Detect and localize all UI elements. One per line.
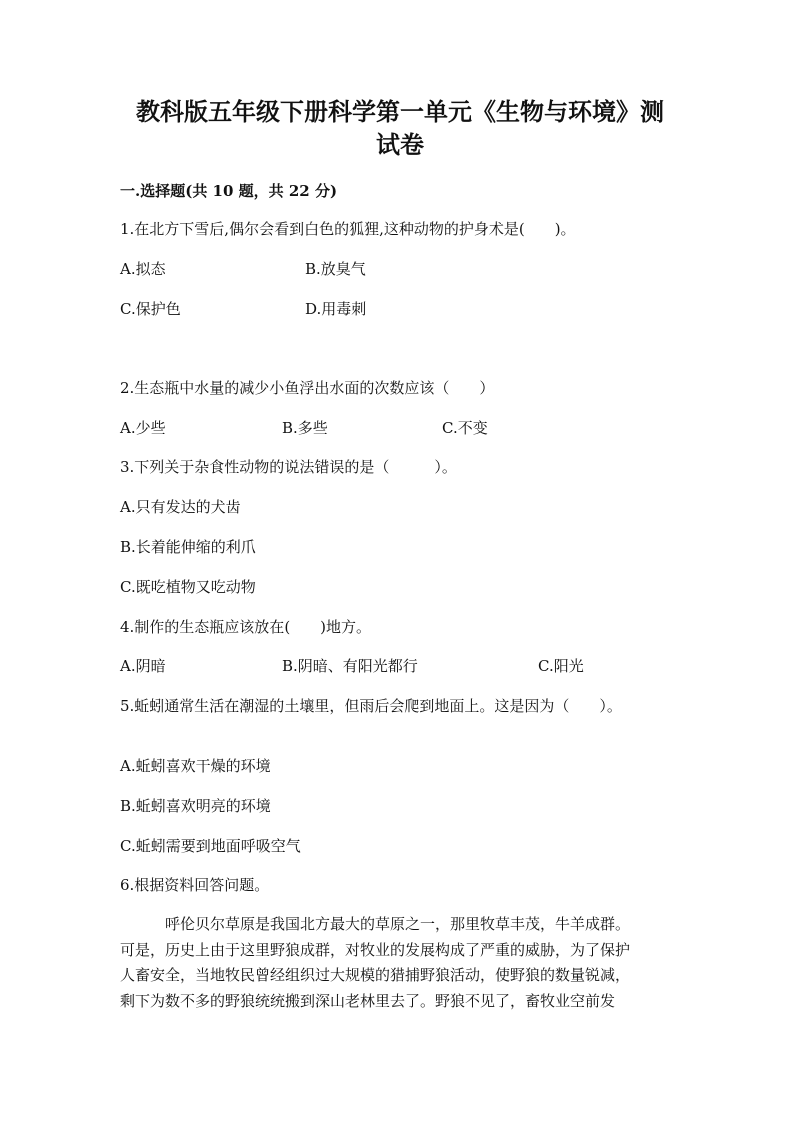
passage-line: 人畜安全，当地牧民曾经组织过大规模的猎捕野狼活动，使野狼的数量锐减， — [120, 966, 631, 984]
question-1-option-b: B.放臭气 — [305, 260, 366, 278]
question-2-option-c: C.不变 — [442, 419, 488, 437]
question-1-option-d: D.用毒刺 — [305, 300, 367, 318]
question-2-option-a: A.少些 — [120, 419, 166, 437]
question-3-stem: 3.下列关于杂食性动物的说法错误的是（ ）。 — [120, 458, 457, 476]
question-3-option-a: A.只有发达的犬齿 — [120, 498, 241, 516]
question-4-stem: 4.制作的生态瓶应该放在( )地方。 — [120, 618, 372, 636]
question-5-option-c: C.蚯蚓需要到地面呼吸空气 — [120, 837, 301, 855]
question-5-stem: 5.蚯蚓通常生活在潮湿的土壤里，但雨后会爬到地面上。这是因为（ ）。 — [120, 697, 622, 715]
question-3-option-b: B.长着能伸缩的利爪 — [120, 538, 256, 556]
question-5-option-a: A.蚯蚓喜欢干燥的环境 — [120, 757, 271, 775]
question-4-option-b: B.阴暗、有阳光都行 — [282, 657, 418, 675]
passage-line: 剩下为数不多的野狼统统搬到深山老林里去了。野狼不见了，畜牧业空前发 — [120, 992, 616, 1010]
question-2-option-b: B.多些 — [282, 419, 328, 437]
question-2-stem: 2.生态瓶中水量的减少小鱼浮出水面的次数应该（ ） — [120, 379, 495, 397]
question-1-stem: 1.在北方下雪后,偶尔会看到白色的狐狸,这种动物的护身术是( )。 — [120, 220, 576, 238]
exam-title-line-2: 试卷 — [376, 130, 424, 159]
exam-title-line-1: 教科版五年级下册科学第一单元《生物与环境》测 — [136, 97, 664, 126]
passage-line: 呼伦贝尔草原是我国北方最大的草原之一，那里牧草丰茂，牛羊成群。 — [120, 915, 631, 933]
question-4-option-a: A.阴暗 — [120, 657, 166, 675]
passage-line: 可是，历史上由于这里野狼成群，对牧业的发展构成了严重的威胁，为了保护 — [120, 941, 631, 959]
question-5-option-b: B.蚯蚓喜欢明亮的环境 — [120, 797, 271, 815]
question-1-option-a: A.拟态 — [120, 260, 166, 278]
section-heading: 一.选择题(共 10 题，共 22 分) — [120, 182, 338, 200]
question-3-option-c: C.既吃植物又吃动物 — [120, 578, 256, 596]
question-6-stem: 6.根据资料回答问题。 — [120, 876, 270, 894]
question-1-option-c: C.保护色 — [120, 300, 181, 318]
question-4-option-c: C.阳光 — [538, 657, 584, 675]
